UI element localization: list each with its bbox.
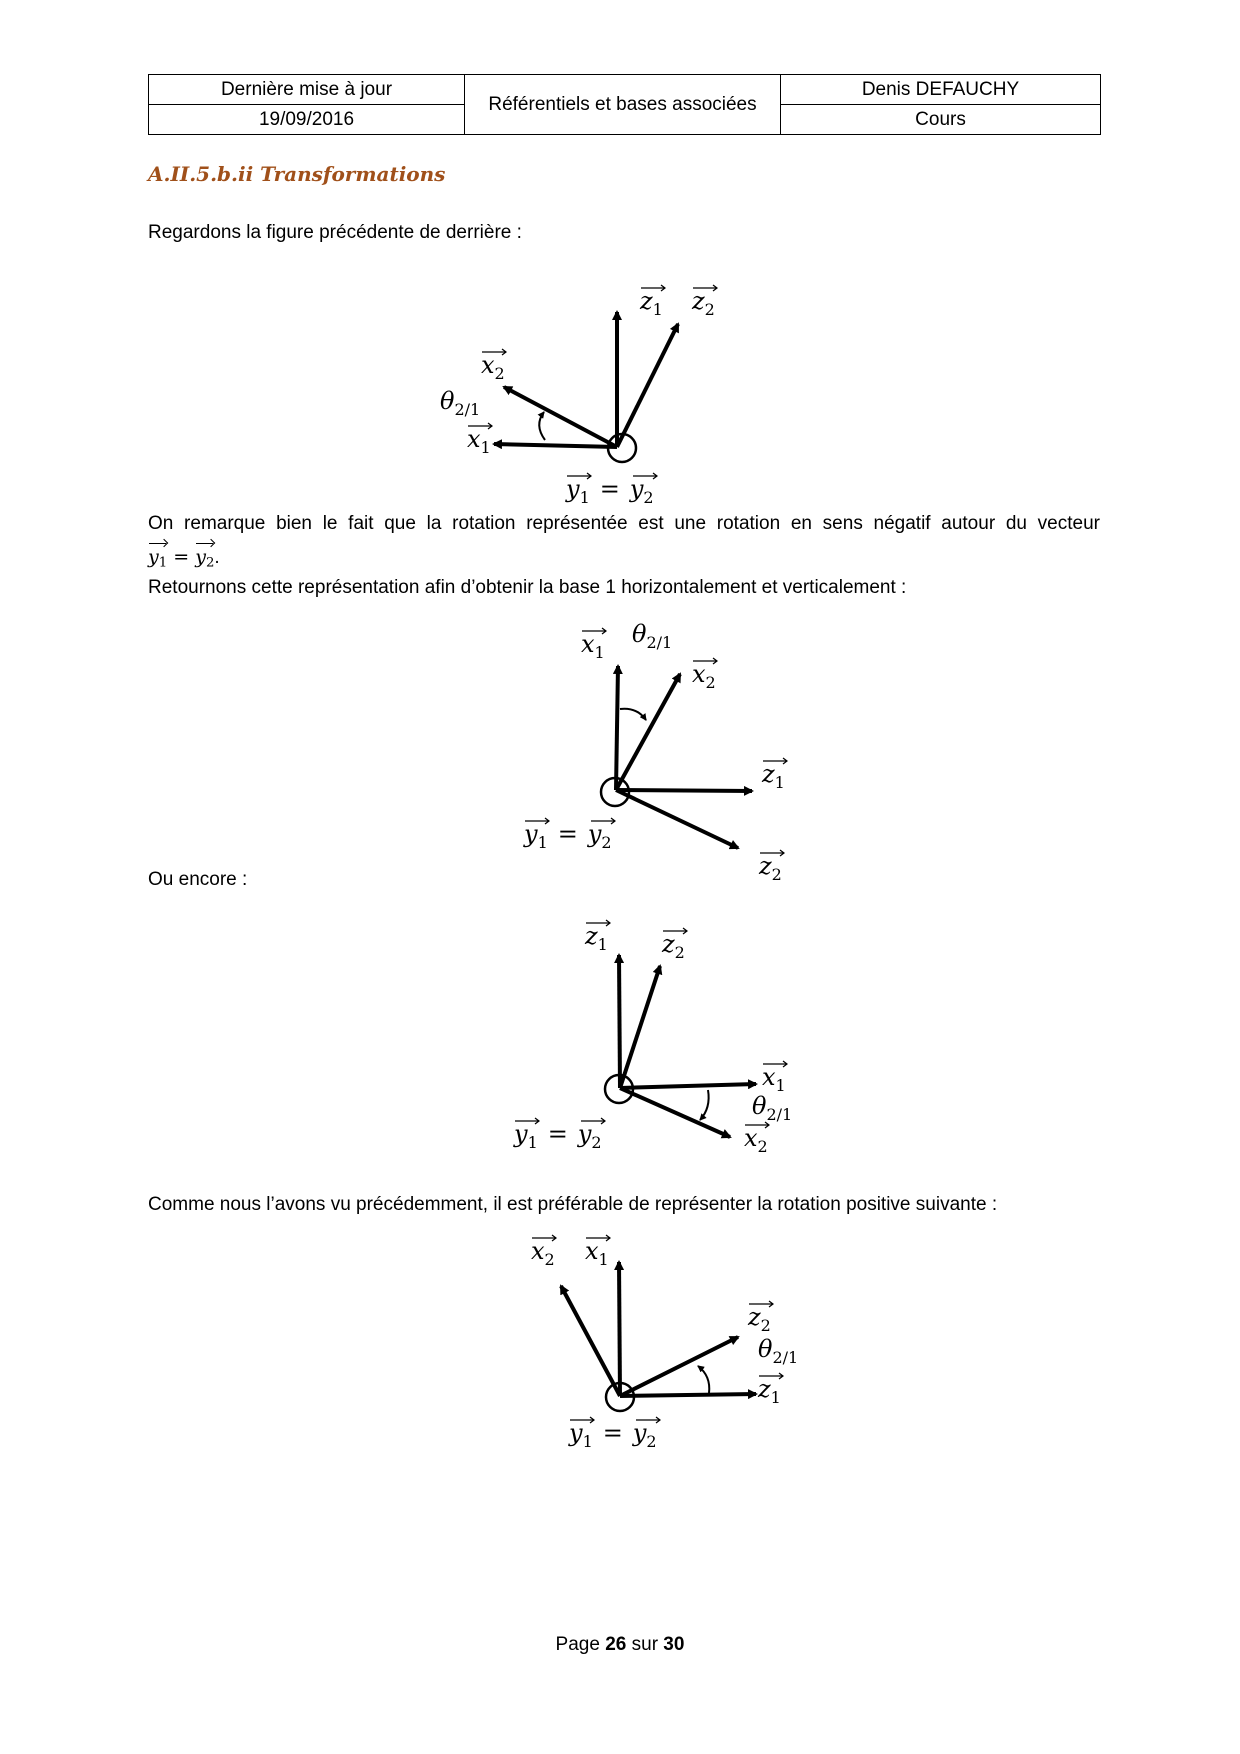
paragraph-5: Comme nous l’avons vu précédemment, il est préférable de représenter la rotation positive suivante : xyxy=(148,1194,998,1215)
svg-text:x1: $x_1$ xyxy=(581,630,605,662)
z2-vector xyxy=(617,324,678,447)
x2-vector xyxy=(561,1286,620,1396)
paragraph-4: Ou encore : xyxy=(148,869,248,890)
svg-text:z1: $z_1$ xyxy=(762,760,785,792)
svg-text:z2: $z_2$ xyxy=(692,287,715,319)
y1-equals-y2: $y_1 = y_2$ xyxy=(148,546,214,568)
svg-text:x1: $x_1$ xyxy=(467,425,491,457)
svg-text:θ2/1: $\theta_{2/1}$ xyxy=(632,620,673,652)
svg-text:x2: $x_2$ xyxy=(481,351,505,383)
header-author: Denis DEFAUCHY xyxy=(781,75,1101,105)
paragraph-2-line-2: $y_1 = y_2$. xyxy=(148,546,220,574)
svg-text:x1: $x_1$ xyxy=(762,1063,786,1095)
figure-4-labels xyxy=(531,1235,798,1451)
section-title: A.II.5.b.ii Transformations xyxy=(148,162,446,186)
svg-text:x2: $x_2$ xyxy=(531,1237,555,1269)
svg-text:θ2/1: $\theta_{2/1}$ xyxy=(440,387,481,419)
z2-vector xyxy=(616,790,738,848)
svg-text:x2: $x_2$ xyxy=(692,660,716,692)
page-footer: Page 26 sur 30 xyxy=(555,1634,685,1655)
header-update-label: Dernière mise à jour xyxy=(149,75,465,105)
paragraph-2-line-1: On remarque bien le fait que la rotation représentée est une rotation en sens négatif autour du vecteur xyxy=(148,513,1100,534)
header-doc-type: Cours xyxy=(781,105,1101,135)
z1-vector xyxy=(620,1394,756,1396)
angle-arc xyxy=(539,412,545,440)
paragraph-1: Regardons la figure précédente de derrière : xyxy=(148,222,522,243)
header-title: Référentiels et bases associées xyxy=(465,75,781,135)
svg-text:y1=y2: $y_1 = y_2$ xyxy=(566,475,654,507)
svg-text:y1=y2: $y_1 = y_2$ xyxy=(524,820,612,852)
x2-vector xyxy=(616,674,680,790)
svg-text:z1: $z_1$ xyxy=(640,287,663,319)
figure-2-labels xyxy=(523,620,787,884)
figure-4-axes xyxy=(561,1262,756,1411)
x2-vector xyxy=(504,387,617,447)
x2-vector xyxy=(620,1088,730,1137)
angle-arc xyxy=(698,1366,709,1393)
svg-text:x2: $x_2$ xyxy=(744,1124,768,1156)
header-update-date: 19/09/2016 xyxy=(149,105,465,135)
x1-vector xyxy=(620,1084,756,1088)
page-total: 30 xyxy=(663,1634,685,1655)
svg-text:z1: $z_1$ xyxy=(585,922,608,954)
z1-vector xyxy=(619,955,620,1088)
svg-text:x1: $x_1$ xyxy=(585,1237,609,1269)
x1-vector xyxy=(494,444,617,447)
z1-vector xyxy=(616,790,752,791)
x1-vector xyxy=(619,1262,620,1396)
svg-text:θ2/1: $\theta_{2/1}$ xyxy=(758,1335,799,1367)
figure-3-labels xyxy=(513,920,792,1156)
z2-vector xyxy=(620,966,660,1088)
svg-text:θ2/1: $\theta_{2/1}$ xyxy=(752,1092,793,1124)
svg-text:z2: $z_2$ xyxy=(662,930,685,962)
paragraph-3: Retournons cette représentation afin d’obtenir la base 1 horizontalement et verticalement : xyxy=(148,577,907,598)
figure-1-axes xyxy=(494,312,678,462)
figure-1-labels xyxy=(440,285,717,507)
figure-2-axes xyxy=(601,666,752,848)
svg-text:z2: $z_2$ xyxy=(759,852,782,884)
svg-text:y1=y2: $y_1 = y_2$ xyxy=(514,1120,602,1152)
z2-vector xyxy=(620,1337,738,1396)
angle-arc xyxy=(620,709,646,720)
figure-3-axes xyxy=(605,955,756,1137)
x1-vector xyxy=(616,666,618,790)
svg-text:y1=y2: $y_1 = y_2$ xyxy=(569,1419,657,1451)
svg-text:z2: $z_2$ xyxy=(748,1303,771,1335)
svg-text:z1: $z_1$ xyxy=(758,1375,781,1407)
angle-arc xyxy=(700,1090,709,1120)
page-number: 26 xyxy=(605,1634,627,1655)
